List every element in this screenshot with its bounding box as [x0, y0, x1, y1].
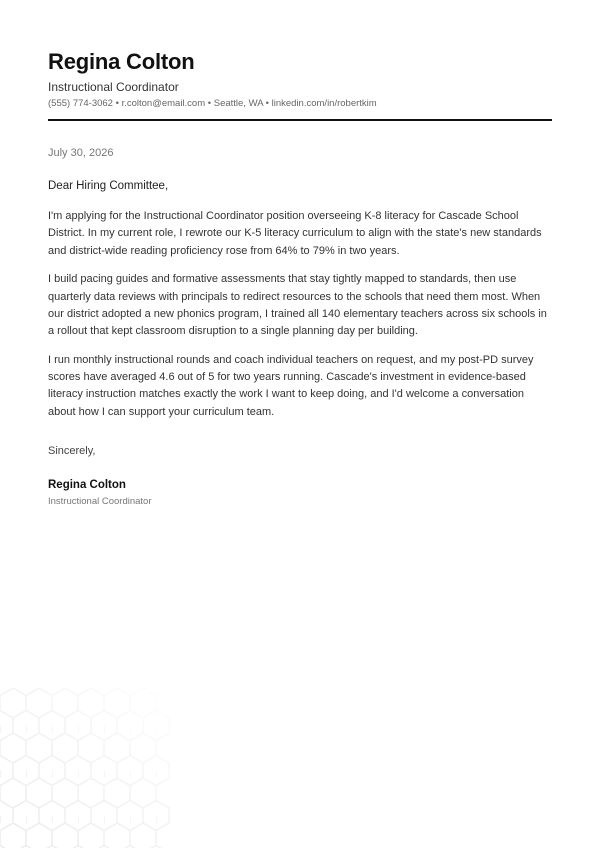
- body-paragraph: I'm applying for the Instructional Coordinator position overseeing K-8 literacy for Cascade School District. In my current role, I rewrote our K-5 literacy curriculum to align with the state's new standards and district-wide reading proficiency rose from 64% to 79% in two years.: [48, 210, 542, 257]
- body-paragraph: I build pacing guides and formative assessments that stay tightly mapped to standards, then use quarterly data reviews with principals to redirect resources to the schools that need them most. When our district adopted a new phonics program, I trained all 140 elementary teachers across six schools in a rollout that kept classroom disruption to a single planning day per building.: [48, 273, 547, 338]
- body-paragraph: I run monthly instructional rounds and coach individual teachers on request, and my post-PD survey scores have averaged 4.6 out of 5 for two years running. Cascade's investment in evidence-based literacy instruction matches exactly the work I want to keep doing, and I'd welcome a conversation about how I can support your curriculum team.: [48, 353, 534, 418]
- header-divider: [48, 119, 552, 121]
- letter-body: [48, 208, 552, 432]
- hexagon-pattern: [0, 688, 170, 848]
- greeting: Dear Hiring Committee,: [48, 180, 169, 192]
- applicant-name: Regina Colton: [48, 49, 195, 74]
- closing: Sincerely,: [48, 445, 96, 457]
- signature-name: Regina Colton: [48, 479, 126, 491]
- signature-title: Instructional Coordinator: [48, 496, 152, 507]
- contact-line: (555) 774-3062 • r.colton@email.com • Seattle, WA • linkedin.com/in/robertkim: [48, 98, 377, 109]
- letter-date: July 30, 2026: [48, 147, 114, 159]
- applicant-title: Instructional Coordinator: [48, 80, 179, 94]
